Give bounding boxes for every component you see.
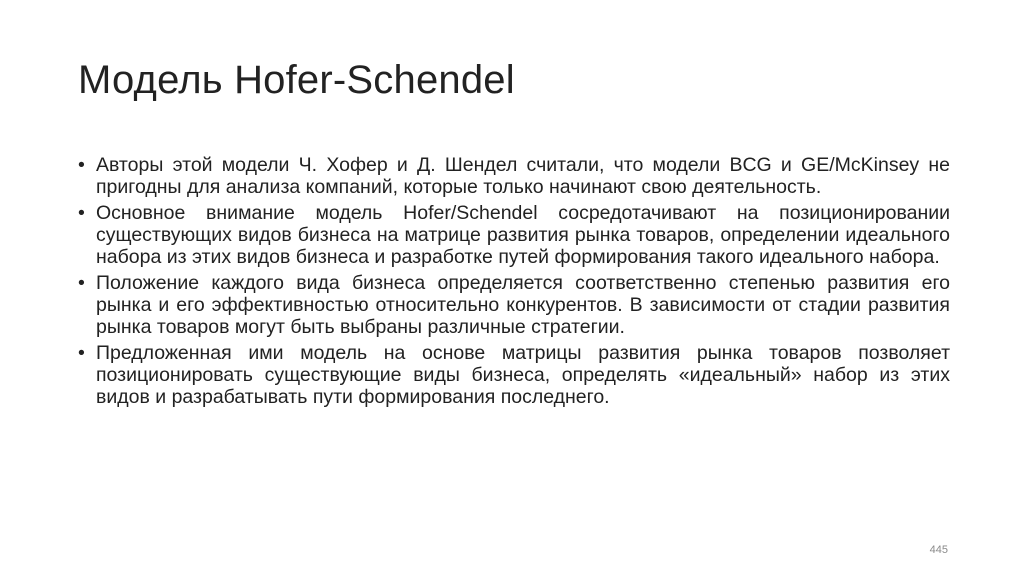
bullet-item [78, 154, 950, 198]
bullet-marker: • [78, 202, 85, 224]
bullet-text: Авторы этой модели Ч. Хофер и Д. Шендел считали, что модели BCG и GE/McKinsey не пригодны для анализа компаний, которые только начинают свою деятельность. [96, 154, 950, 198]
bullet-item [78, 272, 950, 338]
bullet-marker: • [78, 342, 85, 364]
bullet-list [78, 154, 950, 412]
bullet-item [78, 342, 950, 408]
bullet-text: Положение каждого вида бизнеса определяется соответственно степенью развития его рынка и его эффективностью относительно конкурентов. В зависимости от стадии развития рынка товаров могут быть выбраны различные стратегии. [96, 272, 950, 338]
bullet-marker: • [78, 154, 85, 176]
bullet-text: Основное внимание модель Hofer/Schendel сосредотачивают на позиционировании существующих видов бизнеса на матрице развития рынка товаров, определении идеального набора из этих видов бизнеса и разработке путей формирования такого идеального набора. [96, 202, 950, 268]
bullet-text: Предложенная ими модель на основе матрицы развития рынка товаров позволяет позиционировать существующие виды бизнеса, определять «идеальный» набор из этих видов и разрабатывать пути формирования последнего. [96, 342, 950, 408]
page-number: 445 [929, 544, 948, 556]
slide-title: Модель Hofer-Schendel [78, 58, 515, 102]
bullet-marker: • [78, 272, 85, 294]
bullet-item [78, 202, 950, 268]
